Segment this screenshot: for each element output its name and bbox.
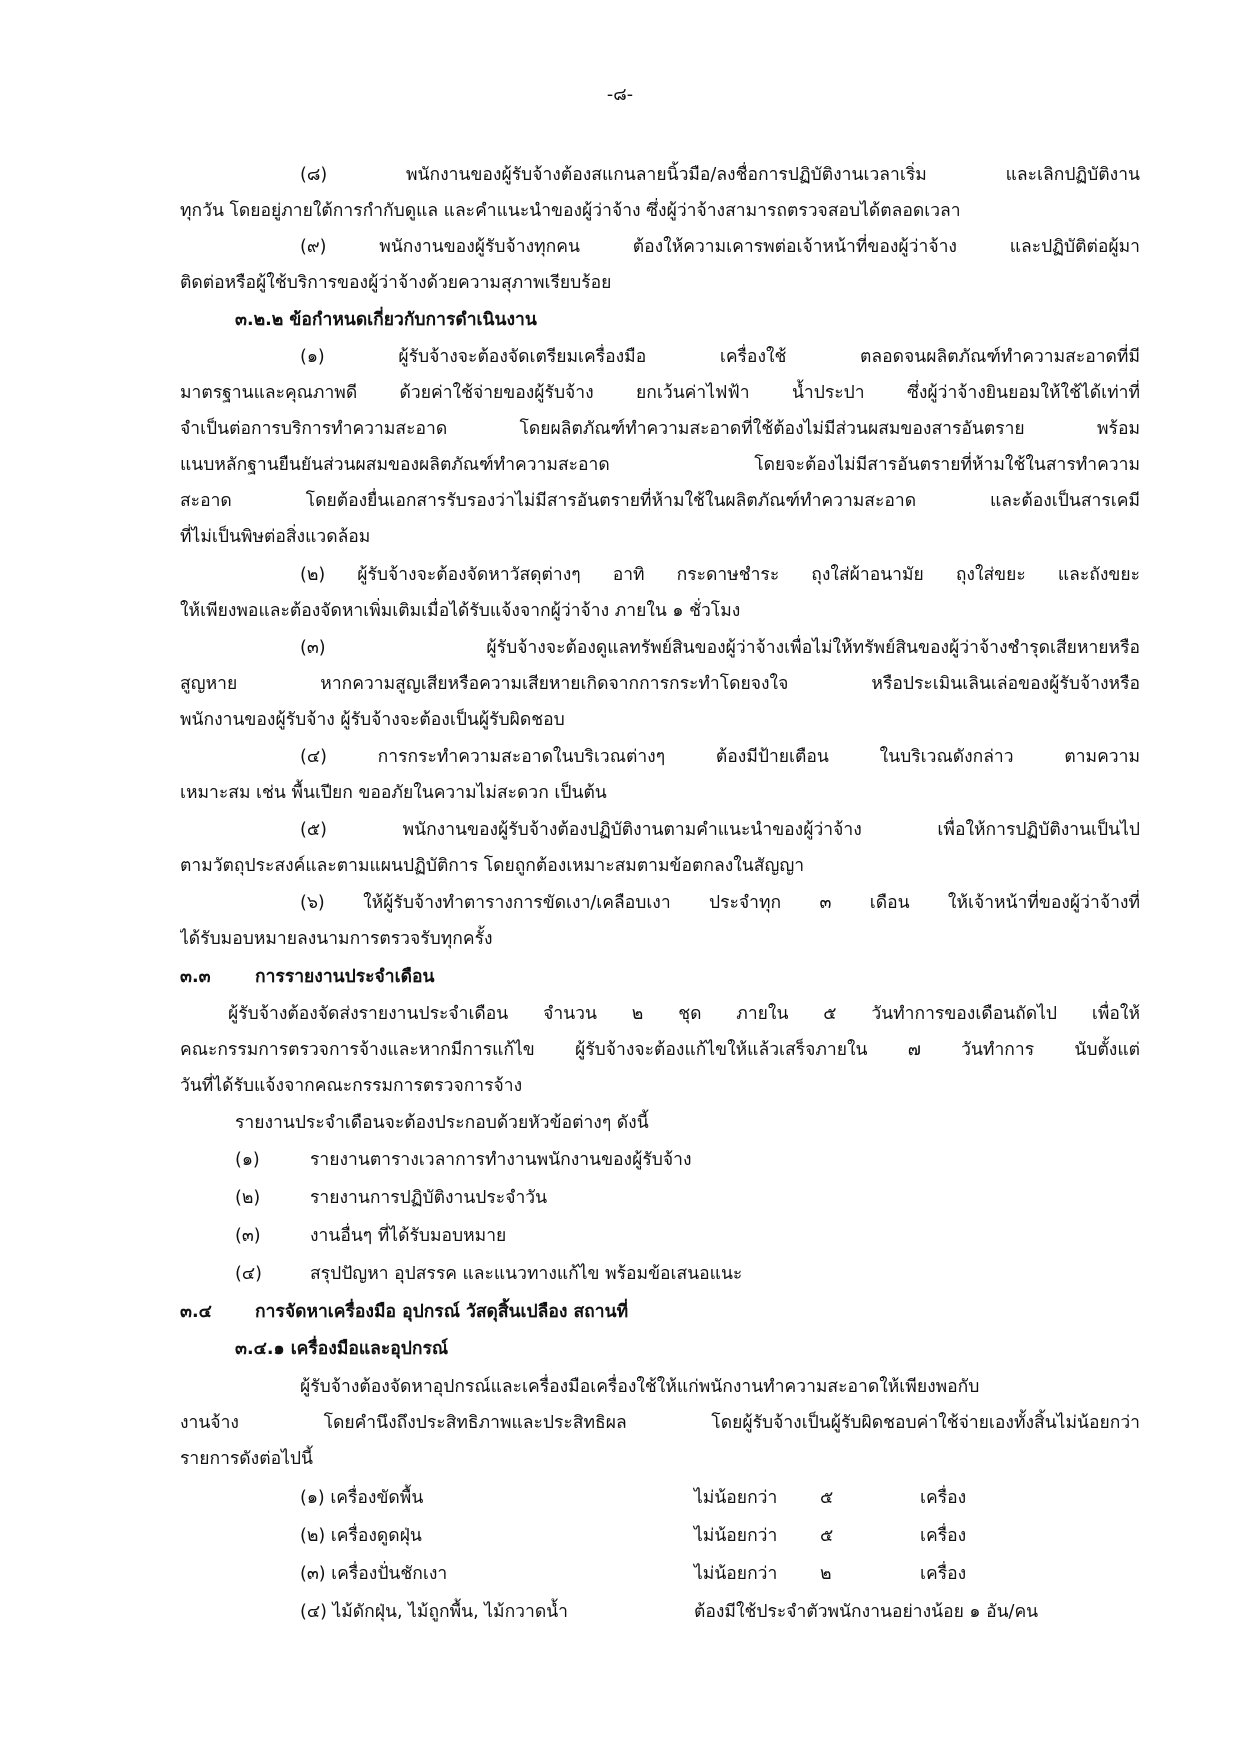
section-3-3-body-line-2: คณะกรรมการตรวจการจ้างและหากมีการแก้ไข ผู้รับจ้างจะต้องแก้ไขให้แล้วเสร็จภายใน ๗ วันทำการ นับตั้งแต่ <box>180 1040 1140 1060</box>
para-8-line-1: (๘) พนักงานของผู้รับจ้างต้องสแกนลายนิ้วมือ/ลงชื่อการปฏิบัติงานเวลาเริ่ม และเลิกปฏิบัติงาน <box>300 165 1140 185</box>
report-item-1 <box>235 1145 1195 1177</box>
equipment-item: (๒) เครื่องดูดฝุ่น <box>300 1526 422 1546</box>
item1-line-1: (๑) ผู้รับจ้างจะต้องจัดเตรียมเครื่องมือ เครื่องใช้ ตลอดจนผลิตภัณฑ์ทำความสะอาดที่มี <box>300 347 1140 367</box>
equipment-qty: ๕ <box>820 1526 834 1546</box>
equipment-item: (๔) ไม้ดักฝุ่น, ไม้ถูกพื้น, ไม้กวาดน้ำ <box>300 1602 568 1622</box>
report-item-number: (๔) <box>235 1264 262 1284</box>
equipment-row <box>300 1483 1140 1515</box>
item2-line-2: ให้เพียงพอและต้องจัดหาเพิ่มเติมเมื่อได้รับแจ้งจากผู้ว่าจ้าง ภายใน ๑ ชั่วโมง <box>180 601 741 621</box>
section-3-4-heading <box>180 1297 1140 1329</box>
item1-line-2: มาตรฐานและคุณภาพดี ด้วยค่าใช้จ่ายของผู้รับจ้าง ยกเว้นค่าไฟฟ้า น้ำประปา ซึ่งผู้ว่าจ้างยินยอมให้ใช้ได้เท่าที่ <box>180 383 1140 403</box>
section-3-4-body-line-2: งานจ้าง โดยคำนึงถึงประสิทธิภาพและประสิทธิผล โดยผู้รับจ้างเป็นผู้รับผิดชอบค่าใช้จ่ายเองทั้งสิ้นไม่น้อยกว่า <box>180 1413 1140 1433</box>
equipment-qualifier: ไม่น้อยกว่า <box>694 1526 778 1546</box>
section-3-3-title: การรายงานประจำเดือน <box>255 967 435 987</box>
report-item-number: (๒) <box>235 1188 261 1208</box>
section-3-4-number: ๓.๔ <box>180 1302 212 1322</box>
equipment-qty: ๕ <box>820 1488 834 1508</box>
item4-line-1: (๔) การกระทำความสะอาดในบริเวณต่างๆ ต้องมีป้ายเตือน ในบริเวณดังกล่าว ตามความ <box>300 747 1140 767</box>
section-3-4-title: การจัดหาเครื่องมือ อุปกรณ์ วัสดุสิ้นเปลือง สถานที่ <box>255 1302 629 1322</box>
section-3-4-body-line-3: รายการดังต่อไปนี้ <box>180 1449 313 1469</box>
equipment-note: ต้องมีใช้ประจำตัวพนักงานอย่างน้อย ๑ อัน/คน <box>694 1602 1039 1622</box>
page-number: -๘- <box>606 85 634 105</box>
item5-line-1: (๕) พนักงานของผู้รับจ้างต้องปฏิบัติงานตามคำแนะนำของผู้ว่าจ้าง เพื่อให้การปฏิบัติงานเป็นไป <box>300 820 1140 840</box>
section-3-3-number: ๓.๓ <box>180 967 211 987</box>
report-item-text: สรุปปัญหา อุปสรรค และแนวทางแก้ไข พร้อมข้อเสนอแนะ <box>310 1264 743 1284</box>
item2-line-1: (๒) ผู้รับจ้างจะต้องจัดหาวัสดุต่างๆ อาทิ กระดาษชำระ ถุงใส่ผ้าอนามัย ถุงใส่ขยะ และถังขยะ <box>300 565 1140 585</box>
report-item-number: (๓) <box>235 1226 261 1246</box>
equipment-item: (๓) เครื่องปั่นชักเงา <box>300 1564 448 1584</box>
item4-line-2: เหมาะสม เช่น พื้นเปียก ขออภัยในความไม่สะดวก เป็นต้น <box>180 783 607 803</box>
item3-line-3: พนักงานของผู้รับจ้าง ผู้รับจ้างจะต้องเป็นผู้รับผิดชอบ <box>180 710 565 730</box>
equipment-qualifier: ไม่น้อยกว่า <box>694 1488 778 1508</box>
item1-line-4: แนบหลักฐานยืนยันส่วนผสมของผลิตภัณฑ์ทำความสะอาด โดยจะต้องไม่มีสารอันตรายที่ห้ามใช้ในสารทำความ <box>180 455 1140 475</box>
report-item-text: รายงานการปฏิบัติงานประจำวัน <box>310 1188 548 1208</box>
section-3-2-2-heading: ๓.๒.๒ ข้อกำหนดเกี่ยวกับการดำเนินงาน <box>235 310 537 330</box>
item1-line-3: จำเป็นต่อการบริการทำความสะอาด โดยผลิตภัณฑ์ทำความสะอาดที่ใช้ต้องไม่มีส่วนผสมของสารอันตราย พร้อม <box>180 419 1140 439</box>
report-item-4 <box>235 1259 1195 1291</box>
equipment-qualifier: ไม่น้อยกว่า <box>694 1564 778 1584</box>
section-3-4-body-line-1: ผู้รับจ้างต้องจัดหาอุปกรณ์และเครื่องมือเครื่องใช้ให้แก่พนักงานทำความสะอาดให้เพียงพอกับ <box>300 1377 980 1397</box>
section-3-4-1-heading: ๓.๔.๑ เครื่องมือและอุปกรณ์ <box>235 1339 449 1359</box>
section-3-3-body-line-1: ผู้รับจ้างต้องจัดส่งรายงานประจำเดือน จำนวน ๒ ชุด ภายใน ๕ วันทำการของเดือนถัดไป เพื่อให้ <box>228 1004 1140 1024</box>
report-item-text: รายงานตารางเวลาการทำงานพนักงานของผู้รับจ้าง <box>310 1150 692 1170</box>
section-3-3-heading <box>180 962 1140 994</box>
equipment-unit: เครื่อง <box>920 1564 967 1584</box>
para-9-line-2: ติดต่อหรือผู้ใช้บริการของผู้ว่าจ้างด้วยความสุภาพเรียบร้อย <box>180 273 612 293</box>
report-item-2 <box>235 1183 1195 1215</box>
equipment-row <box>300 1559 1140 1591</box>
report-item-3 <box>235 1221 1195 1253</box>
item3-line-2: สูญหาย หากความสูญเสียหรือความเสียหายเกิดจากการกระทำโดยจงใจ หรือประเมินเลินเล่อของผู้รับจ้างหรือ <box>180 674 1140 694</box>
equipment-item: (๑) เครื่องขัดพื้น <box>300 1488 424 1508</box>
section-3-3-body-line-3: วันที่ได้รับแจ้งจากคณะกรรมการตรวจการจ้าง <box>180 1076 523 1096</box>
item1-line-6: ที่ไม่เป็นพิษต่อสิ่งแวดล้อม <box>180 527 371 547</box>
equipment-unit: เครื่อง <box>920 1488 967 1508</box>
section-3-3-intro: รายงานประจำเดือนจะต้องประกอบด้วยหัวข้อต่างๆ ดังนี้ <box>235 1113 649 1133</box>
item6-line-2: ได้รับมอบหมายลงนามการตรวจรับทุกครั้ง <box>180 929 493 949</box>
item5-line-2: ตามวัตถุประสงค์และตามแผนปฏิบัติการ โดยถูกต้องเหมาะสมตามข้อตกลงในสัญญา <box>180 856 805 876</box>
report-item-number: (๑) <box>235 1150 260 1170</box>
equipment-unit: เครื่อง <box>920 1526 967 1546</box>
equipment-qty: ๒ <box>820 1564 832 1584</box>
report-item-text: งานอื่นๆ ที่ได้รับมอบหมาย <box>310 1226 507 1246</box>
equipment-row <box>300 1521 1140 1553</box>
equipment-row-last <box>300 1597 1140 1629</box>
item3-line-1: (๓) ผู้รับจ้างจะต้องดูแลทรัพย์สินของผู้ว่าจ้างเพื่อไม่ให้ทรัพย์สินของผู้ว่าจ้างชำรุดเสียหายหรือ <box>300 638 1140 658</box>
para-9-line-1: (๙) พนักงานของผู้รับจ้างทุกคน ต้องให้ความเคารพต่อเจ้าหน้าที่ของผู้ว่าจ้าง และปฏิบัติต่อผู้มา <box>300 237 1140 257</box>
item1-line-5: สะอาด โดยต้องยื่นเอกสารรับรองว่าไม่มีสารอันตรายที่ห้ามใช้ในผลิตภัณฑ์ทำความสะอาด และต้องเป็นสารเคมี <box>180 491 1140 511</box>
para-8-line-2: ทุกวัน โดยอยู่ภายใต้การกำกับดูแล และคำแนะนำของผู้ว่าจ้าง ซึ่งผู้ว่าจ้างสามารถตรวจสอบได้ตลอดเวลา <box>180 201 961 221</box>
item6-line-1: (๖) ให้ผู้รับจ้างทำตารางการขัดเงา/เคลือบเงา ประจำทุก ๓ เดือน ให้เจ้าหน้าที่ของผู้ว่าจ้างที่ <box>300 893 1140 913</box>
